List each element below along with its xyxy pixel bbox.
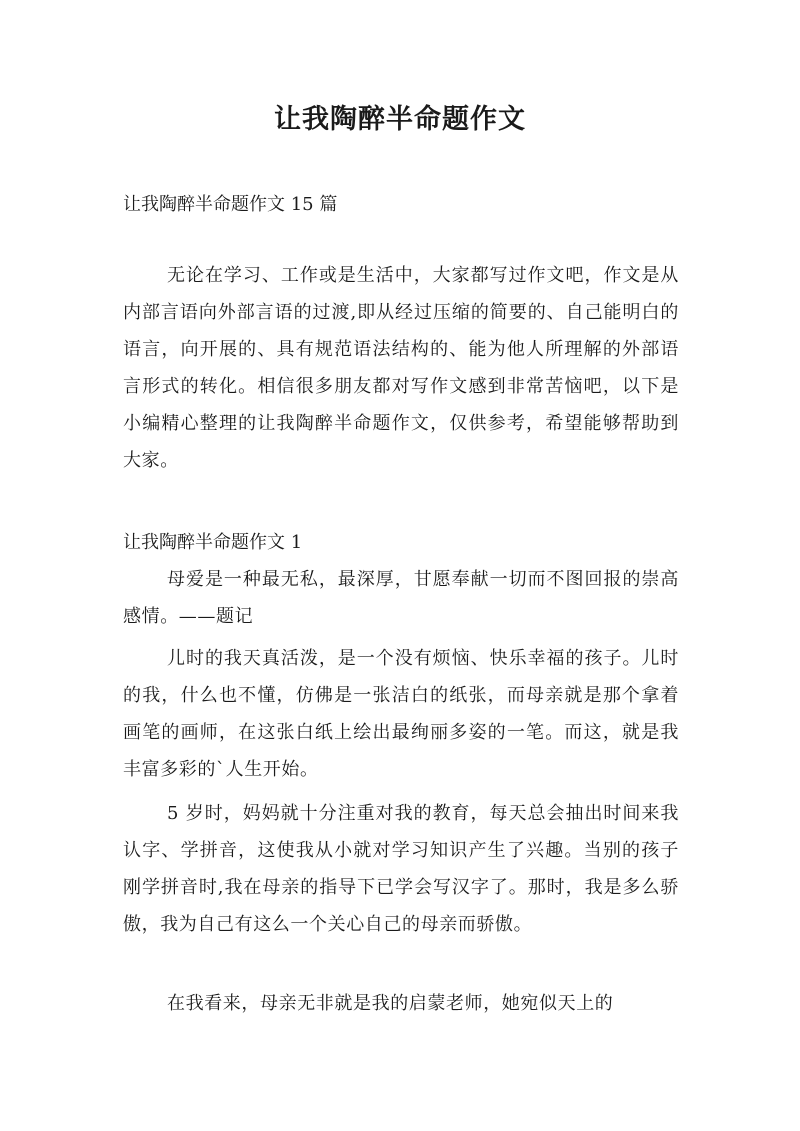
document-title: 让我陶醉半命题作文 xyxy=(274,104,526,135)
document-subtitle: 让我陶醉半命题作文 15 篇 xyxy=(123,194,338,215)
body-paragraph-4: 在我看来，母亲无非就是我的启蒙老师，她宛似天上的 xyxy=(167,993,614,1014)
section-heading: 让我陶醉半命题作文 1 xyxy=(123,532,303,553)
intro-paragraph: 无论在学习、工作或是生活中，大家都写过作文吧，作文是从内部言语向外部言语的过渡,即从经过压缩的简要的、自己能明白的语言，向开展的、具有规范语法结构的、能为他人所理解的外部语言形式的转化。相信很多朋友都对写作文感到非常苦恼吧，以下是小编精心整理的让我陶醉半命题作文，仅供参考，希望能够帮助到大家。 xyxy=(123,265,679,471)
body-paragraph-3: 5 岁时，妈妈就十分注重对我的教育，每天总会抽出时间来我认字、学拼音，这使我从小就对学习知识产生了兴趣。当别的孩子刚学拼音时,我在母亲的指导下已学会写汉字了。那时，我是多么骄傲，我为自己有这么一个关心自己的母亲而骄傲。 xyxy=(123,803,679,935)
body-paragraph-2: 儿时的我天真活泼，是一个没有烦恼、快乐幸福的孩子。儿时的我，什么也不懂，仿佛是一张洁白的纸张，而母亲就是那个拿着画笔的画师，在这张白纸上绘出最绚丽多姿的一笔。而这，就是我丰富多彩的`人生开始。 xyxy=(123,648,679,780)
body-paragraph-1: 母爱是一种最无私，最深厚，甘愿奉献一切而不图回报的崇高感情。——题记 xyxy=(123,569,679,627)
